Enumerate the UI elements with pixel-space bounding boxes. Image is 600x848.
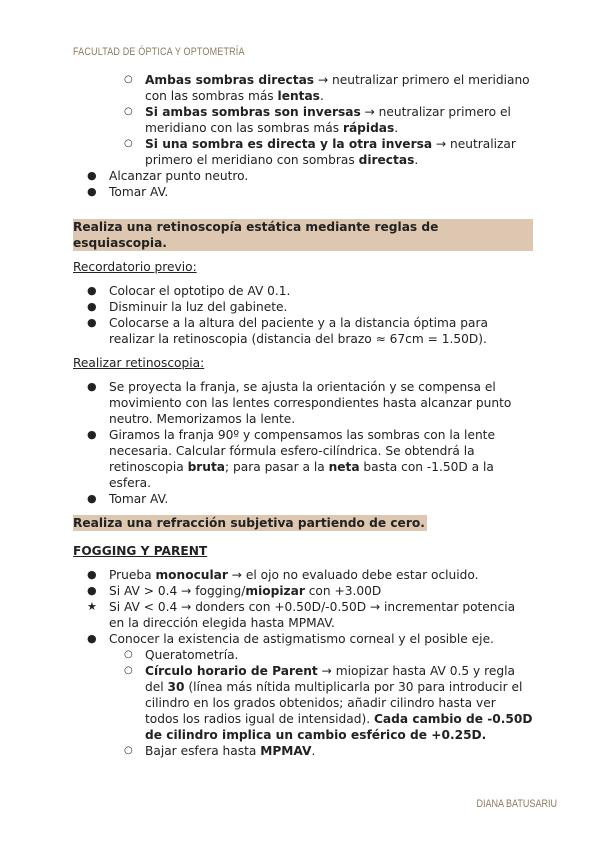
list-item (73, 184, 533, 200)
disc-bullet-icon: ● (87, 185, 97, 198)
bold-text: rápidas (342, 121, 395, 135)
fogging-list (73, 567, 533, 647)
disc-bullet-icon: ● (87, 300, 97, 313)
subheading-recordatorio: Recordatorio previo: (73, 260, 197, 274)
list-item (73, 647, 533, 663)
text: Si AV < 0.4 → donders con +0.50D/-0.50D → incrementar potencia en la dirección elegida hasta MPMAV. (109, 600, 516, 630)
bold-text: 30 (167, 680, 185, 694)
text: Se proyecta la franja, se ajusta la orientación y se compensa el movimiento con las lentes correspondientes hasta alcanzar punto neutro. Memorizamos la lente. (109, 380, 512, 426)
text: (línea más nítida multiplicarla por 30 para introducir el cilindro en los grados obtenidos; añadir cilindro hasta ver todos los radios igual de intensidad). (145, 680, 523, 726)
text: Colocar el optotipo de AV 0.1. (109, 284, 291, 298)
list-item (73, 379, 533, 427)
circle-bullet-icon: ○ (124, 649, 133, 660)
text: . (394, 121, 399, 135)
text: → neutralizar primero el meridiano con las sombras más (145, 73, 530, 103)
text: Tomar AV. (109, 492, 169, 506)
text: Giramos la franja 90º y compensamos las sombras con la lente necesaria. Calcular fórmula esfero-cilíndrica. Se obtendrá la retinoscopia (109, 428, 495, 474)
section-title-subjective: Realiza una refracción subjetiva partiendo de cero. (73, 516, 425, 530)
bold-text: miopizar (245, 584, 305, 598)
astigmatism-sublist (73, 647, 533, 759)
bold-text: Círculo horario de Parent (145, 664, 318, 678)
disc-bullet-icon: ● (87, 632, 97, 645)
recordatorio-list (73, 283, 533, 347)
list-item (73, 491, 533, 507)
text: Prueba (109, 568, 156, 582)
list-item (73, 104, 533, 136)
list-item (73, 663, 533, 743)
list-item (73, 567, 533, 583)
bold-text: Si ambas sombras son inversas (145, 105, 361, 119)
text: Bajar esfera hasta (145, 744, 261, 758)
text: Conocer la existencia de astigmatismo corneal y el posible eje. (109, 632, 494, 646)
bold-text: MPMAV (260, 744, 312, 758)
text: → el ojo no evaluado debe estar ocluido. (227, 568, 479, 582)
list-item (73, 427, 533, 491)
bold-text: Ambas sombras directas (145, 73, 315, 87)
circle-bullet-icon: ○ (124, 74, 133, 85)
section-title-retinoscopy: Realiza una retinoscopía estática mediante reglas de esquiascopia. (73, 219, 533, 251)
circle-bullet-icon: ○ (124, 745, 133, 756)
disc-bullet-icon: ● (87, 169, 97, 182)
text: → neutralizar primero el meridiano con las sombras más (145, 105, 511, 135)
list-item (73, 168, 533, 184)
text: . (414, 153, 419, 167)
star-bullet-icon: ★ (87, 600, 97, 613)
list-item (73, 583, 533, 599)
disc-bullet-icon: ● (87, 584, 97, 597)
list-item (73, 599, 533, 631)
list-item (73, 743, 533, 759)
bold-text: Si una sombra es directa y la otra inversa (145, 137, 433, 151)
subheading-realizar: Realizar retinoscopia: (73, 356, 205, 370)
list-item (73, 136, 533, 168)
document-body (73, 72, 533, 759)
text: ; para pasar a la (225, 460, 329, 474)
list-item (73, 631, 533, 647)
text: . (319, 89, 324, 103)
subheading-fogging: FOGGING Y PARENT (73, 544, 208, 558)
circle-bullet-icon: ○ (124, 665, 133, 676)
page-footer: DIANA BATUSARIU (476, 798, 557, 810)
circle-bullet-icon: ○ (124, 138, 133, 149)
bold-text: Cada cambio de -0.50D de cilindro implica un cambio esférico de +0.25D. (145, 712, 533, 742)
shadow-rules-list (73, 72, 533, 168)
disc-bullet-icon: ● (87, 316, 97, 329)
text: Tomar AV. (109, 185, 169, 199)
text: Queratometría. (145, 648, 239, 662)
disc-bullet-icon: ● (87, 492, 97, 505)
bold-text: lentas (277, 89, 320, 103)
text: basta con -1.50D a la esfera. (109, 460, 494, 490)
bold-text: neta (328, 460, 360, 474)
bold-text: monocular (155, 568, 228, 582)
disc-bullet-icon: ● (87, 428, 97, 441)
text: Disminuir la luz del gabinete. (109, 300, 288, 314)
text: → miopizar hasta AV 0.5 y regla del (145, 664, 515, 694)
text: Alcanzar punto neutro. (109, 169, 249, 183)
list-item (73, 72, 533, 104)
disc-bullet-icon: ● (87, 284, 97, 297)
text: con +3.00D (304, 584, 382, 598)
text: Colocarse a la altura del paciente y a la distancia óptima para realizar la retinoscopia (distancia del brazo ≈ 67cm = 1.50D). (109, 316, 488, 346)
text: → neutralizar primero el meridiano con sombras (145, 137, 516, 167)
bold-text: directas (358, 153, 415, 167)
page-header: FACULTAD DE ÓPTICA Y OPTOMETRÍA (73, 46, 245, 58)
realizar-list (73, 379, 533, 507)
bold-text: bruta (187, 460, 226, 474)
list-item (73, 283, 533, 299)
list-item (73, 299, 533, 315)
circle-bullet-icon: ○ (124, 106, 133, 117)
text: . (311, 744, 316, 758)
list-item (73, 315, 533, 347)
neutral-point-list (73, 168, 533, 200)
disc-bullet-icon: ● (87, 568, 97, 581)
disc-bullet-icon: ● (87, 380, 97, 393)
text: Si AV > 0.4 → fogging/ (109, 584, 246, 598)
